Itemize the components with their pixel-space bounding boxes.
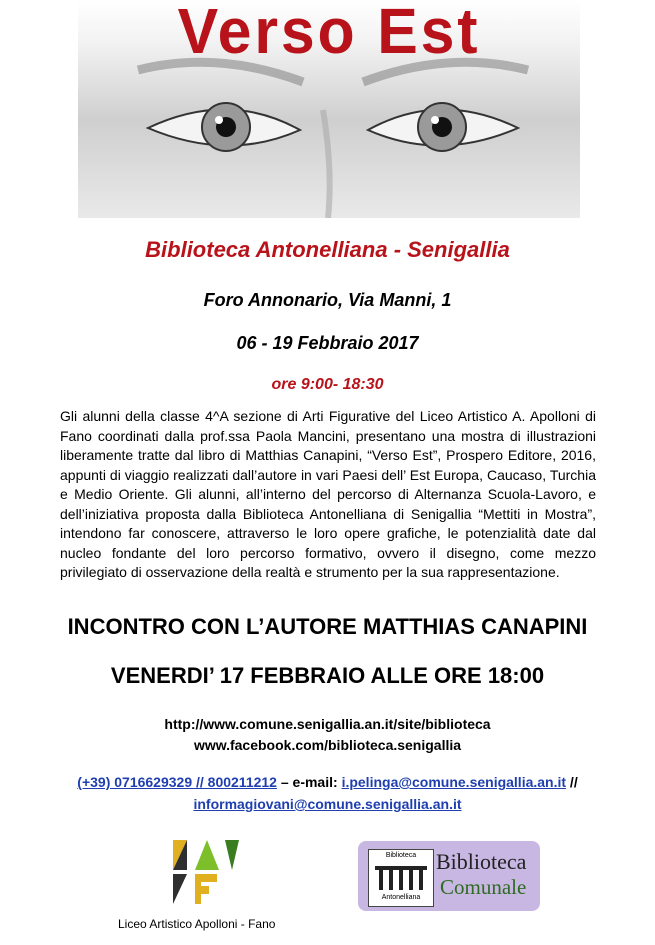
separator: // (566, 774, 578, 790)
venue-heading: Biblioteca Antonelliana - Senigallia (145, 237, 510, 262)
poster-title: Verso Est (177, 0, 481, 67)
site-url[interactable]: http://www.comune.senigallia.an.it/site/biblioteca (164, 716, 491, 732)
hero-illustration (78, 0, 580, 218)
meeting-date: VENERDI’ 17 FEBBRAIO ALLE ORE 18:00 (110, 663, 545, 688)
facebook-url[interactable]: www.facebook.com/biblioteca.senigallia (193, 737, 462, 753)
library-building-icon (368, 849, 434, 907)
bib-small-top: Biblioteca (385, 852, 417, 859)
exhibition-dates: 06 - 19 Febbraio 2017 (236, 333, 419, 353)
description-paragraph: Gli alunni della classe 4^A sezione di Arti Figurative del Liceo Artistico A. Apolloni di Fano coordinati dalla prof.ssa Paola Mancini, presentano una mostra di illustrazioni liberamente tratte dal libro di Matthias Canapini, “Verso Est”, Prospero Editore, 2016, appunti di viaggio realizzati dall’autore in vari Paesi dell’ Est Europa, Caucaso, Turchia e Medio Oriente. Gli alunni, all’interno del percorso di Alternanza Scuola-Lavoro, e dell’iniziativa proposta dalla Biblioteca Antonelliana di Senigallia “Mettiti in Mostra”, intendono far conoscere, attraverso le loro opere grafiche, le potenzialità date dal nucleo fondante del loro percorso formativo, ovvero il disegno, come mezzo privilegiato di osservazione della realtà e strumento per la sua rappresentazione. (60, 408, 596, 580)
address: Foro Annonario, Via Manni, 1 (203, 290, 452, 310)
liceo-caption: Liceo Artistico Apolloni - Fano (118, 917, 276, 931)
bib-word-biblioteca: Biblioteca (436, 849, 527, 874)
liceo-logo (165, 830, 245, 910)
bib-word-comunale: Comunale (440, 875, 527, 899)
contacts-line (0, 771, 655, 793)
email-link-pelinga[interactable]: i.pelinga@comune.senigallia.an.it (341, 774, 567, 790)
contacts-line-2 (0, 793, 655, 815)
phone-link[interactable]: (+39) 0716629329 // 800211212 (77, 774, 277, 790)
biblioteca-logo (358, 841, 540, 911)
meeting-heading: INCONTRO CON L’AUTORE MATTHIAS CANAPINI (67, 614, 588, 639)
opening-hours: ore 9:00- 18:30 (271, 376, 384, 393)
email-label: – e-mail: (276, 774, 342, 790)
bib-small-bottom: Antonelliana (381, 894, 421, 901)
email-link-informagiovani[interactable]: informagiovani@comune.senigallia.an.it (193, 796, 462, 812)
